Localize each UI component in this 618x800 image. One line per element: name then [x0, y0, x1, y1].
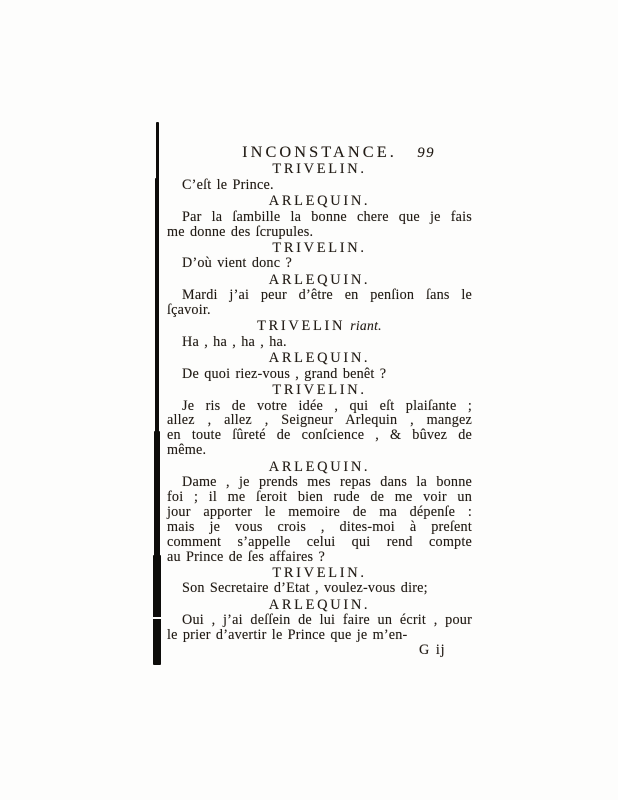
- line-text: même.: [167, 442, 207, 459]
- line-text: Oui , j’ai deſſein de lui faire un écrit , pour: [182, 612, 472, 629]
- speaker-heading: [167, 194, 472, 209]
- text-line: [167, 256, 472, 271]
- speaker-heading: [167, 460, 472, 475]
- line-text: C’eſt le Prince.: [182, 176, 274, 193]
- speaker-name: TRIVELIN.: [272, 161, 367, 178]
- speaker-name: ARLEQUIN.: [268, 596, 371, 613]
- speaker-heading: [167, 273, 472, 288]
- text-line: [167, 225, 472, 240]
- speaker-heading: [167, 241, 472, 256]
- speaker-name: ARLEQUIN.: [268, 271, 371, 288]
- line-text: Je ris de votre idée , qui eſt plaiſante ;: [182, 397, 472, 414]
- line-text: au Prince de ſes affaires ?: [167, 548, 325, 565]
- speaker-name: TRIVELIN.: [272, 382, 367, 399]
- text-line: [167, 505, 472, 520]
- text-line: [167, 535, 472, 550]
- speaker-heading: [167, 162, 472, 177]
- line-text: en toute ſûreté de conſcience , & bûvez de: [167, 427, 472, 444]
- binding-rule-segment: [153, 555, 161, 665]
- text-line: [167, 490, 472, 505]
- speaker-heading: [167, 383, 472, 398]
- binding-rule-gap: [151, 617, 162, 619]
- text-column: [167, 142, 472, 658]
- speaker-heading: [167, 598, 472, 613]
- page-number: 99: [417, 145, 435, 161]
- line-text: Ha , ha , ha , ha.: [182, 333, 287, 350]
- signature-mark: G ij: [419, 642, 446, 658]
- line-text: Mardi j’ai peur d’être en penſion ſans le: [182, 287, 472, 304]
- text-line: [167, 581, 472, 596]
- running-title: INCONSTANCE.: [242, 142, 397, 161]
- line-text: me donne des ſcrupules.: [167, 223, 314, 240]
- text-line: [167, 303, 472, 318]
- text-line: [167, 210, 472, 225]
- text-line: [167, 520, 472, 535]
- text-line: [167, 413, 472, 428]
- text-block: [167, 162, 472, 643]
- line-text: Par la ſambille la bonne chere que je fais: [182, 208, 472, 225]
- line-text: le prier d’avertir le Prince que je m’en-: [167, 627, 408, 644]
- text-line: [167, 288, 472, 303]
- line-text: Son Secretaire d’Etat , voulez-vous dire;: [182, 580, 428, 597]
- line-text: mais je vous crois , dites-moi à preſent: [167, 518, 472, 535]
- binding-rule-segment: [155, 178, 159, 433]
- text-line: [167, 628, 472, 643]
- text-line: [167, 178, 472, 193]
- text-line: [167, 550, 472, 565]
- speaker-heading: [167, 319, 472, 334]
- text-line: [167, 399, 472, 414]
- line-text: comment s’appelle celui qui rend compte: [167, 533, 472, 550]
- speaker-heading: [167, 351, 472, 366]
- text-line: [167, 475, 472, 490]
- line-text: ſçavoir.: [167, 302, 211, 319]
- text-line: [167, 428, 472, 443]
- speaker-name: TRIVELIN.: [272, 564, 367, 581]
- speaker-name: TRIVELIN: [257, 318, 346, 335]
- binding-rule-segment: [154, 431, 160, 557]
- line-text: Dame , je prends mes repas dans la bonne: [182, 474, 472, 491]
- text-line: [167, 335, 472, 350]
- speaker-name: ARLEQUIN.: [268, 193, 371, 210]
- line-text: De quoi riez-vous , grand benêt ?: [182, 365, 387, 382]
- speaker-name: ARLEQUIN.: [268, 458, 371, 475]
- line-text: foi ; il me ſeroit bien rude de me voir un: [167, 488, 472, 505]
- stage-direction: riant.: [345, 318, 382, 334]
- binding-rule-segment: [156, 122, 159, 180]
- speaker-name: ARLEQUIN.: [268, 350, 371, 367]
- page-header: [167, 142, 472, 161]
- text-line: [167, 613, 472, 628]
- line-text: D’où vient donc ?: [182, 255, 292, 272]
- speaker-heading: [167, 566, 472, 581]
- text-line: [167, 367, 472, 382]
- line-text: jour apporter le memoire de ma dépenſe :: [167, 503, 472, 520]
- line-text: allez , allez , Seigneur Arlequin , mangez: [167, 412, 472, 429]
- text-line: [167, 443, 472, 458]
- speaker-name: TRIVELIN.: [272, 239, 367, 256]
